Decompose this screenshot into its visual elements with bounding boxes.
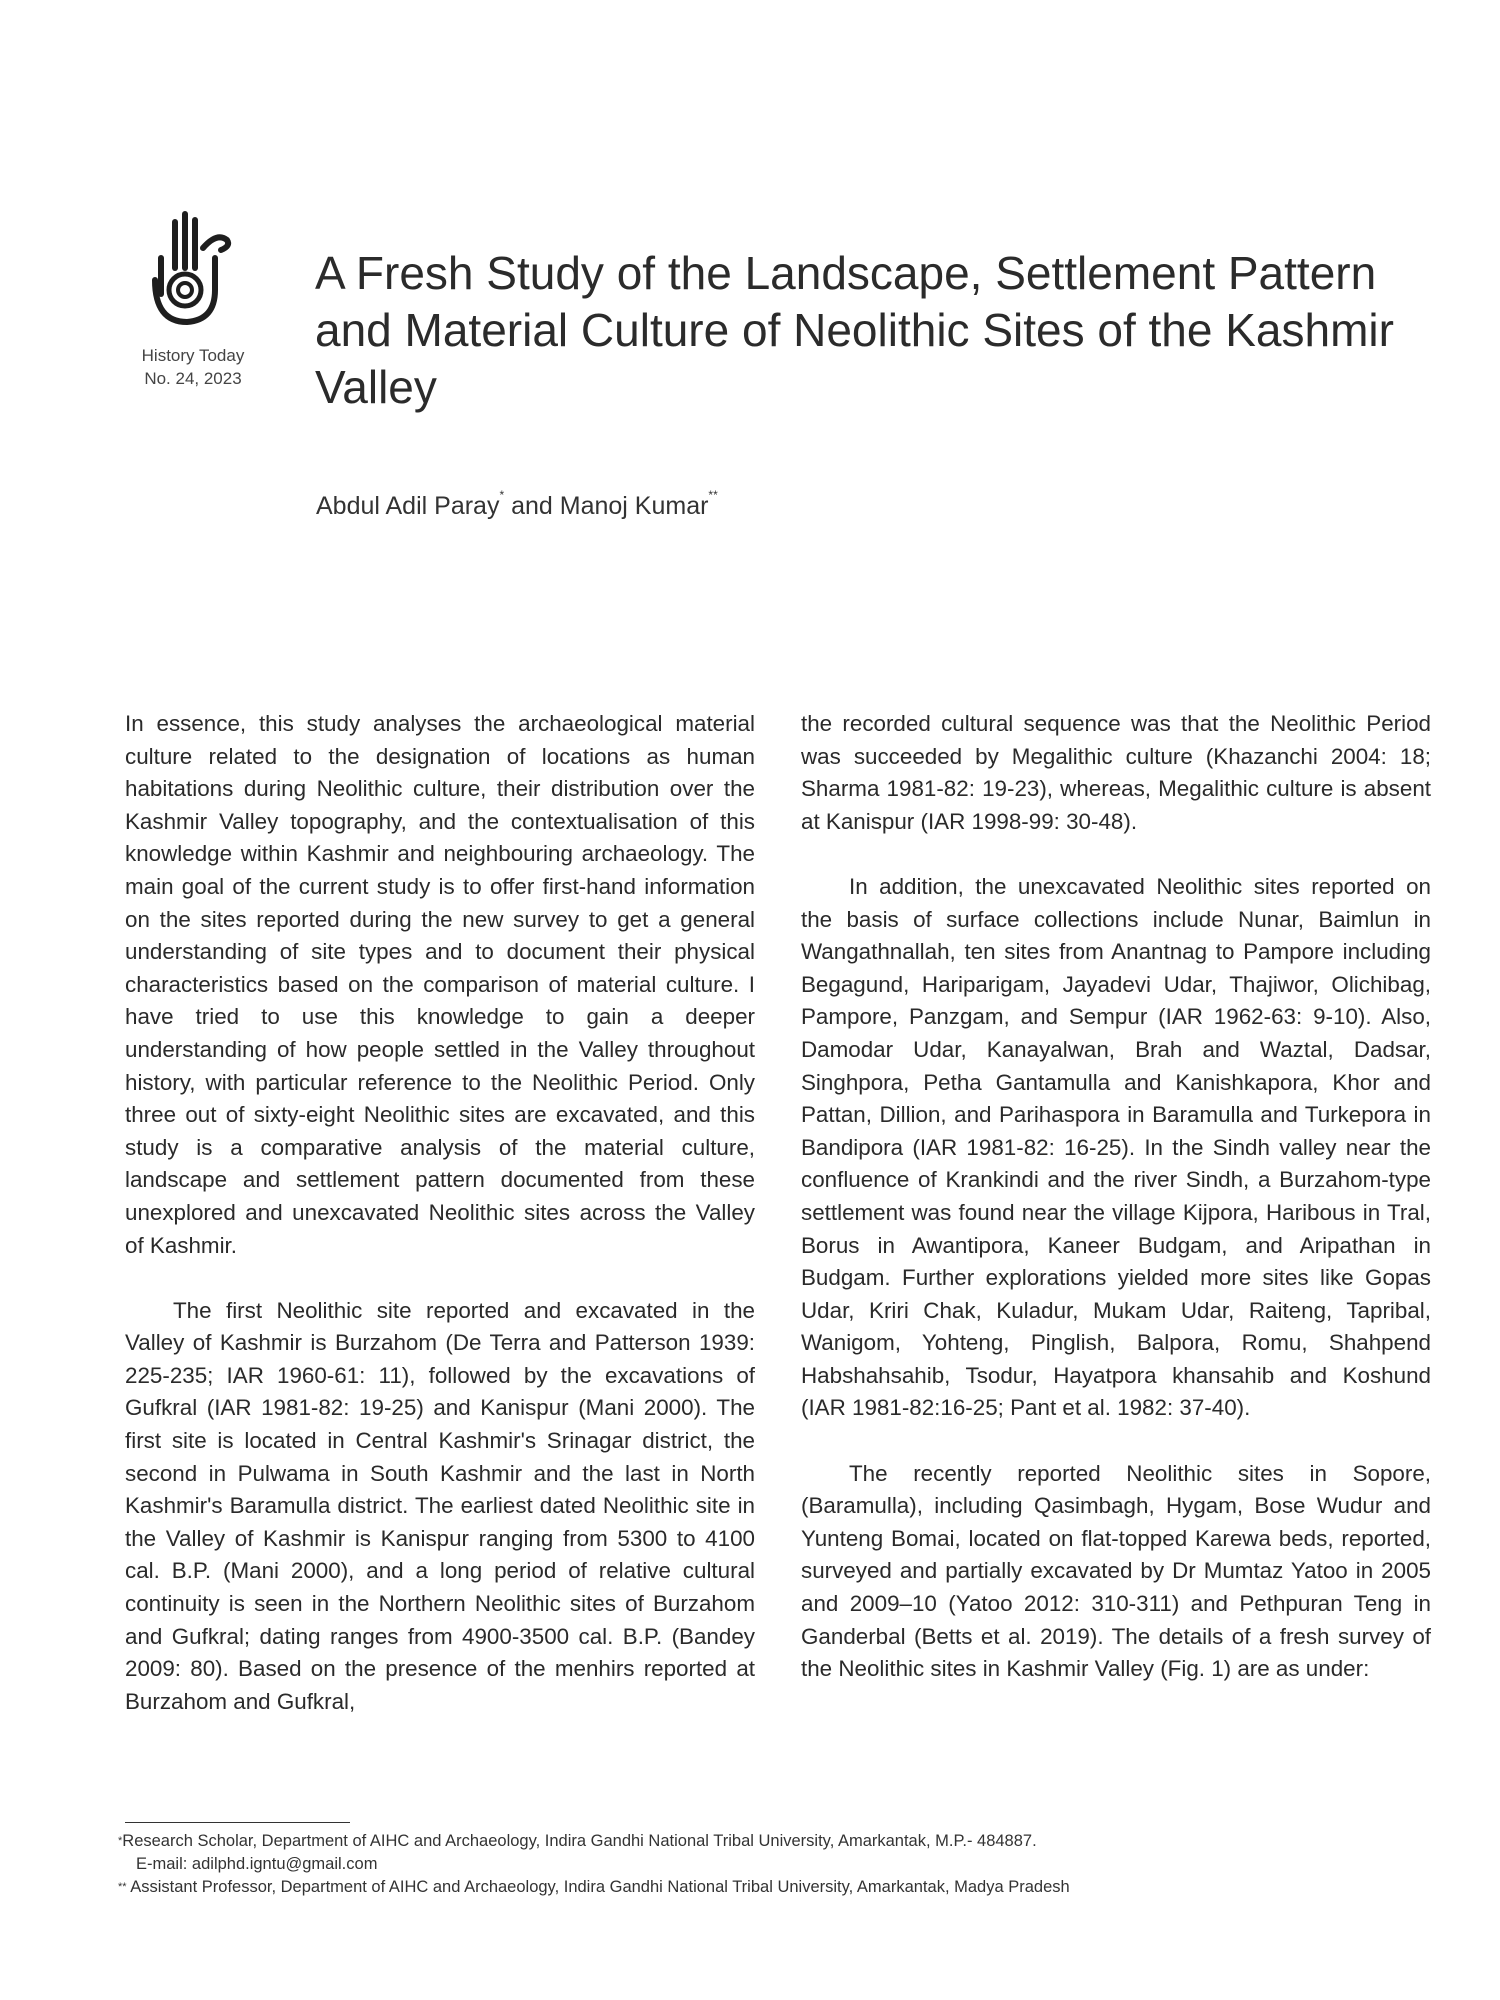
author-1-footnote-mark: * — [499, 488, 505, 502]
footnote-1-email: E-mail: adilphd.igntu@gmail.com — [136, 1855, 378, 1873]
paragraph: the recorded cultural sequence was that the Neolithic Period was succeeded by Megalithic culture (Khazanchi 2004: 18; Sharma 1981-82: 19-23), whereas, Megalithic culture is absent at Kanispur (IAR 1998-99: 30-48). — [801, 711, 1431, 834]
footnote-2-mark: ** — [118, 1881, 127, 1893]
journal-issue: No. 24, 2023 — [144, 369, 242, 388]
footnotes — [118, 1830, 1378, 1899]
footnote-1-text: Research Scholar, Department of AIHC and Archaeology, Indira Gandhi National Tribal University, Amarkantak, M.P.- 484887. — [122, 1832, 1037, 1850]
paragraph: The first Neolithic site reported and excavated in the Valley of Kashmir is Burzahom (De Terra and Patterson 1939: 225-235; IAR 1960-61: 11), followed by the excavations of Gufkral (IAR 1981-82: 19-25) and Kanispur (Mani 2000). The first site is located in Central Kashmir's Srinagar district, the second in Pulwama in South Kashmir and the last in North Kashmir's Baramulla district. The earliest dated Neolithic site in the Valley of Kashmir is Kanispur ranging from 5300 to 4100 cal. B.P. (Mani 2000), and a long period of relative cultural continuity is seen in the Northern Neolithic sites of Burzahom and Gufkral; dating ranges from 4900-3500 cal. B.P. (Bandey 2009: 80). Based on the presence of the menhirs reported at Burzahom and Gufkral, — [125, 1297, 755, 1714]
footnote-2-text: Assistant Professor, Department of AIHC and Archaeology, Indira Gandhi National Tribal University, Amarkantak, Madya Pradesh — [130, 1878, 1070, 1896]
footnote-1-mark: * — [118, 1835, 123, 1847]
paragraph: In essence, this study analyses the archaeological material culture related to the designation of locations as human habitations during Neolithic culture, their distribution over the Kashmir Valley topography, and the contextualisation of this knowledge within Kashmir and neighbouring archaeology. The main goal of the current study is to offer first-hand information on the sites reported during the new survey to get a general understanding of site types and to document their physical characteristics based on the comparison of material culture. I have tried to use this knowledge to gain a deeper understanding of how people settled in the Valley throughout history, with particular reference to the Neolithic Period. Only three out of sixty-eight Neolithic sites are excavated, and this study is a comparative analysis of the material culture, landscape and settlement pattern documented from these unexplored and unexcavated Neolithic sites across the Valley of Kashmir. — [125, 711, 755, 1258]
author-line — [316, 488, 718, 521]
body-column-right — [801, 708, 1431, 1718]
footnote-1 — [118, 1830, 1378, 1853]
author-conjunction: and — [511, 492, 553, 520]
journal-info — [118, 344, 268, 390]
paragraph: In addition, the unexcavated Neolithic sites reported on the basis of surface collections include Nunar, Baimlun in Wangathnallah, ten sites from Anantnag to Pampore including Begagund, Hariparigam, Jayadevi Udar, Thajiwor, Olichibag, Pampore, Panzgam, and Sempur (IAR 1962-63: 9-10). Also, Damodar Udar, Kanayalwan, Brah and Waztal, Dadsar, Singhpora, Petha Gantamulla and Kanishkapora, Khor and Pattan, Dillion, and Parihaspora in Baramulla and Turkepora in Bandipora (IAR 1981-82: 16-25). In the Sindh valley near the confluence of Krankindi and the river Sindh, a Burzahom-type settlement was found near the village Kijpora, Haribous in Tral, Borus in Awantipora, Kaneer Budgam, and Aripathan in Budgam. Further explorations yielded more sites like Gopas Udar, Kriri Chak, Kuladur, Mukam Udar, Raiteng, Tapribal, Wanigom, Yohteng, Pinglish, Balpora, Romu, Shahpend Habshahsahib, Tsodur, Hayatpora khansahib and Koshund (IAR 1981-82:16-25; Pant et al. 1982: 37-40). — [801, 873, 1431, 1421]
author-2: Manoj Kumar — [559, 492, 709, 520]
journal-name: History Today — [141, 346, 245, 365]
body-column-left — [125, 708, 755, 1751]
article-title: A Fresh Study of the Landscape, Settlement Pattern and Material Culture of Neolithic Sites of the Kashmir Valley — [315, 247, 1394, 413]
footnote-2 — [118, 1876, 1378, 1899]
journal-logo-icon — [145, 210, 235, 340]
author-1: Abdul Adil Paray — [316, 492, 500, 520]
paragraph: The recently reported Neolithic sites in Sopore, (Baramulla), including Qasimbagh, Hygam, Bose Wudur and Yunteng Bomai, located on flat-topped Karewa beds, reported, surveyed and partially excavated by Dr Mumtaz Yatoo in 2005 and 2009–10 (Yatoo 2012: 310-311) and Pethpuran Teng in Ganderbal (Betts et al. 2019). The details of a fresh survey of the Neolithic sites in Kashmir Valley (Fig. 1) are as under: — [801, 1460, 1431, 1682]
footnote-divider — [125, 1822, 350, 1823]
author-2-footnote-mark: ** — [708, 488, 718, 502]
